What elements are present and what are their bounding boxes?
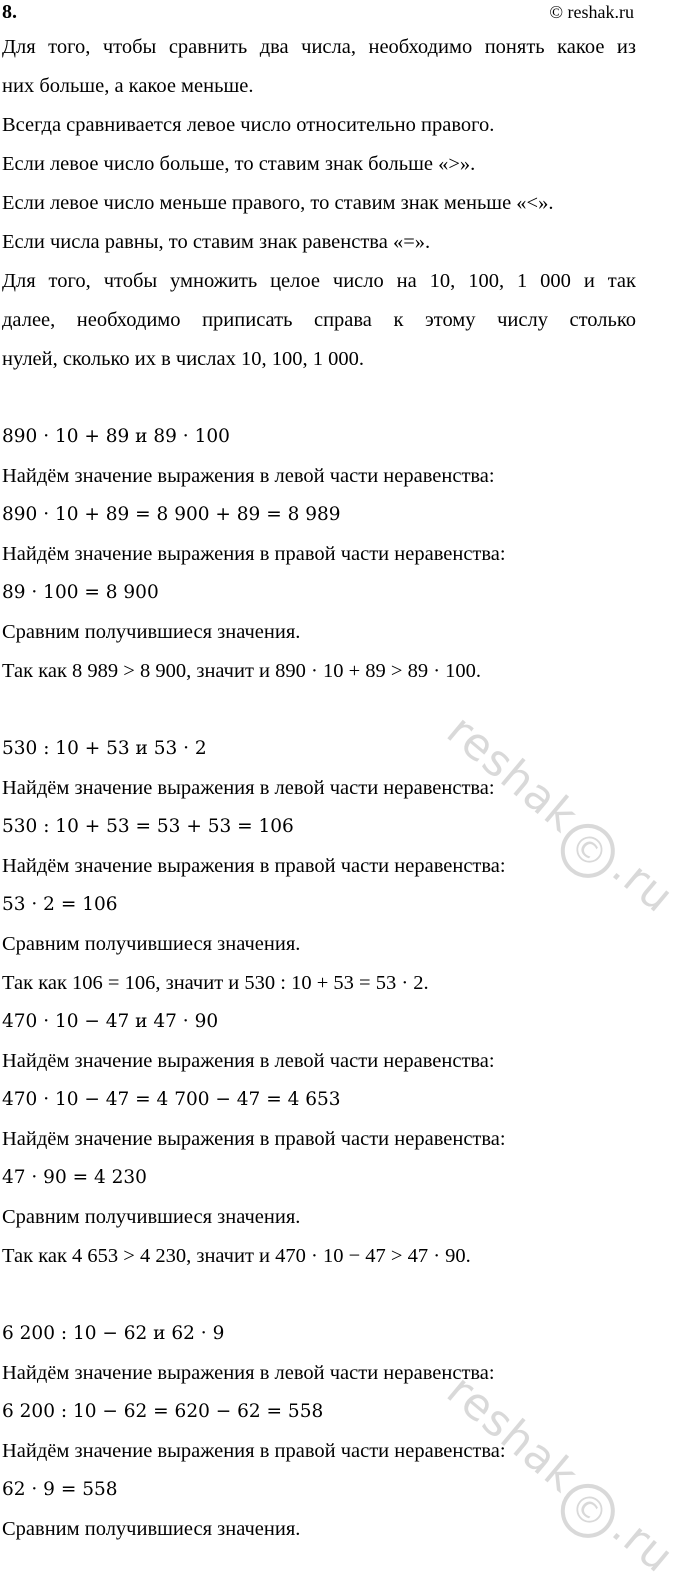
text-line: Найдём значение выражения в правой части неравенства: <box>2 543 506 565</box>
text-line: Для того, чтобы сравнить два числа, необходимо понять какое из <box>2 36 636 58</box>
text-line: Сравним получившиеся значения. <box>2 933 301 955</box>
watermark-text: reshak <box>437 1365 588 1503</box>
watermark-text: reshak <box>437 705 588 843</box>
text-line: Сравним получившиеся значения. <box>2 621 301 643</box>
copyright-label: © reshak.ru <box>549 2 634 22</box>
math-line: 530 : 10 + 53 = 53 + 53 = 106 <box>2 816 294 837</box>
text-line: далее, необходимо приписать справа к этому числу столько <box>2 309 636 331</box>
text-line: Если левое число меньше правого, то ставим знак меньше «<». <box>2 192 554 214</box>
text-line: Найдём значение выражения в левой части неравенства: <box>2 777 495 799</box>
text-line: Сравним получившиеся значения. <box>2 1518 301 1540</box>
math-line: 6 200 : 10 − 62 = 620 − 62 = 558 <box>2 1401 324 1422</box>
text-line: Всегда сравнивается левое число относительно правого. <box>2 114 495 136</box>
math-line: 470 · 10 − 47 = 4 700 − 47 = 4 653 <box>2 1089 341 1110</box>
math-line: 53 · 2 = 106 <box>2 894 118 915</box>
math-line: 530 : 10 + 53 и 53 · 2 <box>2 738 207 759</box>
math-line: 89 · 100 = 8 900 <box>2 582 159 603</box>
text-line: Так как 8 989 > 8 900, значит и 890 · 10 + 89 > 89 · 100. <box>2 660 482 682</box>
copyright-icon: © <box>550 1473 626 1549</box>
text-line: Если левое число больше, то ставим знак больше «>». <box>2 153 476 175</box>
text-line: Сравним получившиеся значения. <box>2 1206 301 1228</box>
text-line: Найдём значение выражения в левой части неравенства: <box>2 1362 495 1384</box>
page-header <box>0 0 638 26</box>
math-line: 6 200 : 10 − 62 и 62 · 9 <box>2 1323 225 1344</box>
text-line: Найдём значение выражения в правой части неравенства: <box>2 1128 506 1150</box>
text-line: Если числа равны, то ставим знак равенства «=». <box>2 231 431 253</box>
watermark-domain: .ru <box>602 843 683 924</box>
text-line: Найдём значение выражения в правой части неравенства: <box>2 855 506 877</box>
text-line: них больше, а какое меньше. <box>2 75 254 97</box>
text-line: Для того, чтобы умножить целое число на 10, 100, 1 000 и так <box>2 270 636 292</box>
math-line: 890 · 10 + 89 и 89 · 100 <box>2 426 230 447</box>
math-line: 890 · 10 + 89 = 8 900 + 89 = 8 989 <box>2 504 341 525</box>
math-line: 47 · 90 = 4 230 <box>2 1167 147 1188</box>
text-line: Так как 4 653 > 4 230, значит и 470 · 10 − 47 > 47 · 90. <box>2 1245 471 1267</box>
text-line: нулей, сколько их в числах 10, 100, 1 000. <box>2 348 364 370</box>
watermark-domain: .ru <box>602 1503 683 1584</box>
copyright-icon: © <box>550 813 626 889</box>
text-line: Найдём значение выражения в правой части неравенства: <box>2 1440 506 1462</box>
text-line: Найдём значение выражения в левой части неравенства: <box>2 1050 495 1072</box>
math-line: 470 · 10 − 47 и 47 · 90 <box>2 1011 219 1032</box>
math-line: 62 · 9 = 558 <box>2 1479 118 1500</box>
task-number: 8. <box>2 1 17 23</box>
text-line: Найдём значение выражения в левой части неравенства: <box>2 465 495 487</box>
text-line: Так как 106 = 106, значит и 530 : 10 + 53 = 53 · 2. <box>2 972 429 994</box>
